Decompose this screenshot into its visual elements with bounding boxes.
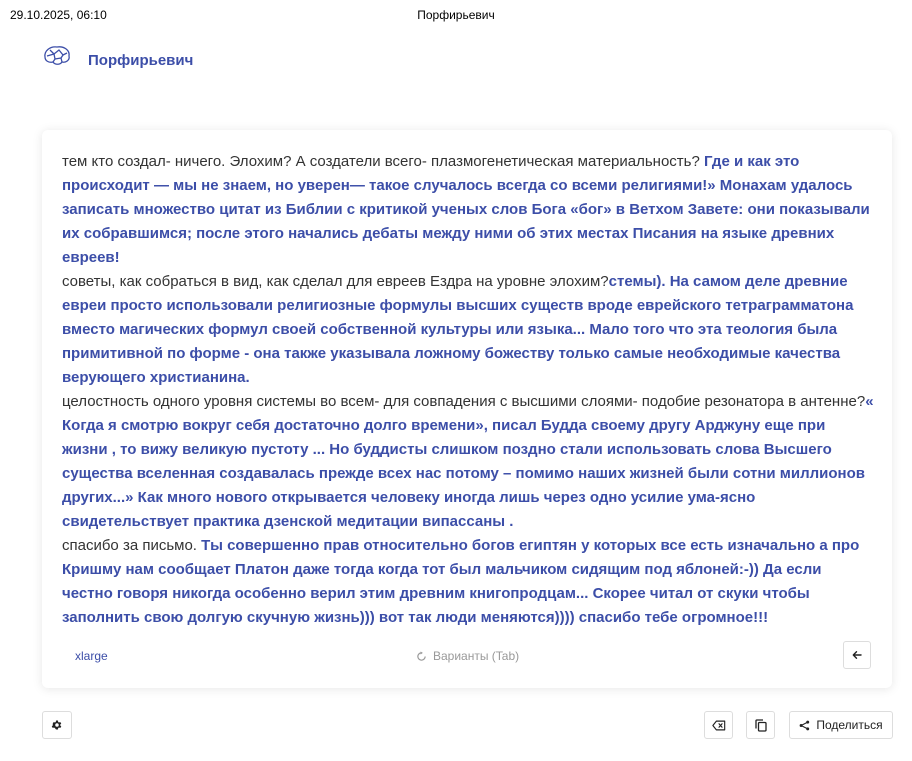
refresh-icon bbox=[416, 651, 427, 662]
print-datetime: 29.10.2025, 06:10 bbox=[10, 8, 107, 22]
generated-text: « Когда я смотрю вокруг себя достаточно долго времени», писал Будда своему другу Арджуну еще при жизни , то вижу великую пустоту ... Но буддисты слишком поздно стали использовать слова Высшего существа вселенная создавалась прежде всех нас потому – помимо наших жизней были сотни миллионов других...» Как много нового открывается человеку иногда лишь через одно усилие ума-ясно свидетельствует практика дзенской медитации випассаны . bbox=[62, 393, 874, 530]
brand-name: Порфирьевич bbox=[88, 51, 194, 69]
generated-text: стемы). На самом деле древние евреи просто использовали религиозные формулы высших существ вроде еврейского тетраграмматона вместо магических формул своей собственной культуры или языка... Мало того что эта теология была примитивной по форме - она также указывала ложному божеству только самые необходимые качества верующего христианина. bbox=[62, 273, 854, 386]
arrow-left-icon bbox=[851, 649, 863, 661]
share-label: Поделиться bbox=[816, 718, 883, 732]
share-button[interactable] bbox=[789, 711, 893, 739]
settings-button[interactable] bbox=[42, 711, 72, 739]
generated-text: Где и как это происходит — мы не знаем, но уверен— такое случалось всегда со всеми религиями!» Монахам удалось записать множество цитат из Библии с критикой ученых слов Бога «бог» в Ветхом Завете: они показывали их собравшимся; после этого начались дебаты между ними об этих местах Писания на языке древних евреев! bbox=[62, 153, 870, 266]
text-editor[interactable] bbox=[62, 150, 874, 630]
print-header bbox=[10, 8, 902, 24]
copy-icon bbox=[755, 719, 767, 732]
print-title: Порфирьевич bbox=[417, 8, 495, 22]
copy-button[interactable] bbox=[746, 711, 775, 739]
variants-label: Варианты (Tab) bbox=[433, 649, 520, 663]
editor-card bbox=[42, 130, 892, 688]
erase-button[interactable] bbox=[704, 711, 733, 739]
user-text: целостность одного уровня системы во всем- для совпадения с высшими слоями- подобие резонатора в антенне? bbox=[62, 393, 866, 410]
backspace-icon bbox=[712, 720, 726, 731]
user-text: советы, как собраться в вид, как сделал для евреев Ездра на уровне элохим? bbox=[62, 273, 609, 290]
gear-icon bbox=[51, 719, 63, 731]
brand[interactable] bbox=[42, 40, 193, 72]
brain-icon bbox=[42, 44, 72, 68]
user-text: спасибо за письмо. bbox=[62, 537, 202, 554]
card-footer bbox=[42, 640, 892, 672]
back-button[interactable] bbox=[843, 641, 871, 669]
generated-text: Ты совершенно прав относительно богов египтян у которых все есть изначально а про Кришму нам сообщает Платон даже тогда когда тот был мальчиком сидящим под яблоней:-)) Да если честно говоря никогда особенно верил этим древним книгопродцам... Скорее читал от скуки чтобы заполнить свою долгую скучную жизнь))) вот так люди меняются)))) спасибо тебе огромное!!! bbox=[62, 537, 860, 626]
variants-button[interactable] bbox=[416, 649, 519, 663]
user-text: тем кто создал- ничего. Элохим? А создатели всего- плазмогенетическая материальность? bbox=[62, 153, 704, 170]
model-label[interactable]: xlarge bbox=[75, 649, 108, 663]
share-icon bbox=[799, 720, 810, 731]
